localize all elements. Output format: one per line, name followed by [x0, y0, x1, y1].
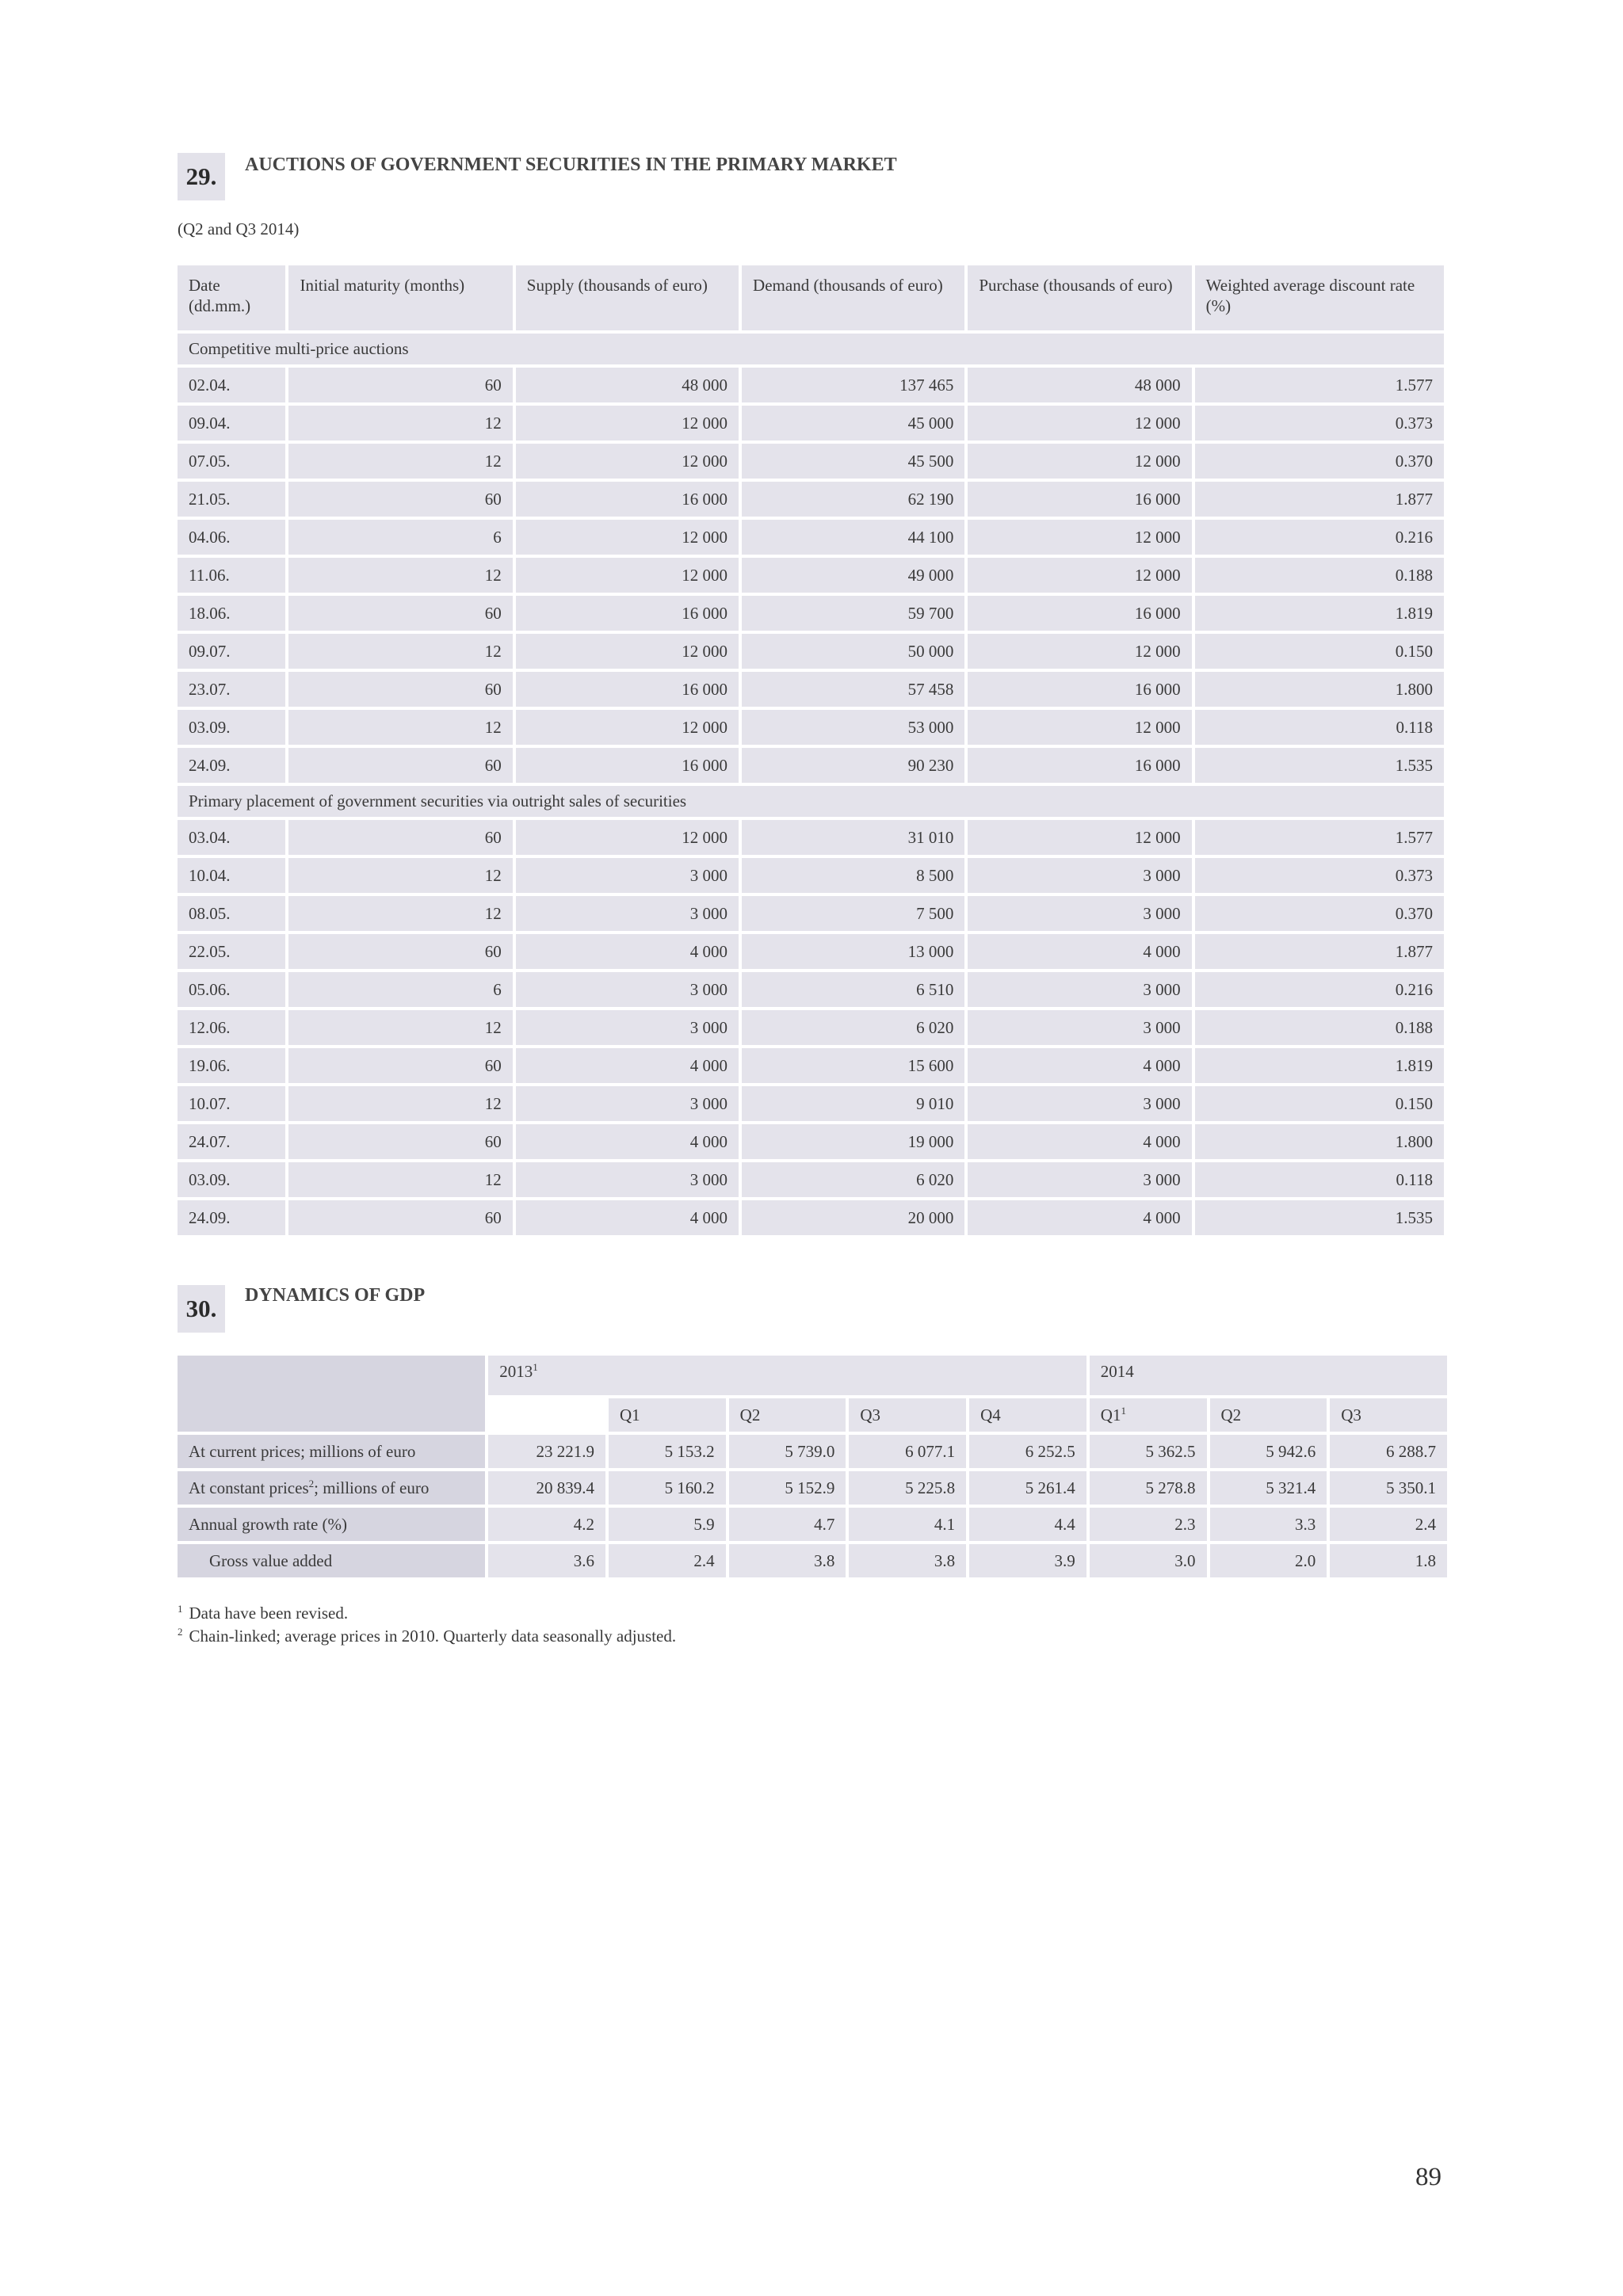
table-row — [178, 596, 1444, 631]
year-label: 2014 — [1100, 1362, 1134, 1381]
table-cell: 4.7 — [729, 1508, 846, 1541]
table-cell: 4.1 — [849, 1508, 966, 1541]
table-cell: 60 — [288, 368, 512, 402]
year-label: 2013 — [499, 1362, 533, 1381]
table-cell: 3 000 — [516, 1162, 739, 1197]
column-header: Demand (thousands of euro) — [742, 265, 964, 330]
footnotes — [178, 1602, 676, 1648]
footnote-mark: 2 — [178, 1626, 183, 1638]
row-label-text: Gross value added — [209, 1550, 333, 1570]
table-cell: 1.819 — [1195, 1048, 1444, 1083]
table-cell: 02.04. — [178, 368, 285, 402]
table-cell: 03.04. — [178, 820, 285, 855]
table-cell: 12 — [288, 896, 512, 931]
table-cell: 0.370 — [1195, 444, 1444, 479]
table-cell: 12 000 — [516, 558, 739, 593]
table-cell: 16 000 — [968, 596, 1191, 631]
table-cell: 24.09. — [178, 1200, 285, 1235]
table-cell: 3 000 — [968, 858, 1191, 893]
table-cell: 5 278.8 — [1090, 1471, 1207, 1505]
table-cell: 5 152.9 — [729, 1471, 846, 1505]
table-row — [178, 368, 1444, 402]
section-number: 29. — [178, 153, 225, 200]
table-cell: 04.06. — [178, 520, 285, 555]
section-title: DYNAMICS OF GDP — [245, 1285, 426, 1306]
row-label-suffix: ; millions of euro — [314, 1478, 430, 1497]
footnote — [178, 1625, 676, 1648]
table-cell: 07.05. — [178, 444, 285, 479]
group-label: Competitive multi-price auctions — [178, 334, 1444, 364]
table-cell: 6 020 — [742, 1010, 964, 1045]
table-cell: 24.09. — [178, 748, 285, 783]
quarter-label: Q1 — [1100, 1405, 1121, 1425]
stub-header — [178, 1356, 485, 1432]
table-row — [178, 1471, 1447, 1505]
header-row — [178, 265, 1444, 330]
table-row — [178, 972, 1444, 1007]
table-cell: 62 190 — [742, 482, 964, 517]
table-subtitle: (Q2 and Q3 2014) — [178, 219, 300, 238]
table-cell: 12 000 — [968, 520, 1191, 555]
table-cell: 4 000 — [516, 934, 739, 969]
table-cell: 0.370 — [1195, 896, 1444, 931]
quarter-header — [729, 1398, 846, 1432]
table-cell: 15 600 — [742, 1048, 964, 1083]
table-cell: 16 000 — [968, 482, 1191, 517]
quarter-header — [1090, 1398, 1207, 1432]
table-cell: 12 000 — [968, 444, 1191, 479]
quarter-label: Q2 — [1220, 1405, 1242, 1425]
table-cell: 45 000 — [742, 406, 964, 441]
table-cell: 10.07. — [178, 1086, 285, 1121]
table-cell: 6 252.5 — [969, 1435, 1086, 1468]
quarter-label: Q2 — [739, 1405, 761, 1425]
table-cell: 5.9 — [609, 1508, 726, 1541]
table-cell: 23 221.9 — [488, 1435, 605, 1468]
table-cell: 4 000 — [516, 1200, 739, 1235]
table-row — [178, 934, 1444, 969]
row-label — [178, 1435, 485, 1468]
group-row — [178, 786, 1444, 817]
table-cell: 48 000 — [516, 368, 739, 402]
quarter-header — [1210, 1398, 1327, 1432]
table-row — [178, 1508, 1447, 1541]
table-cell: 12 000 — [516, 444, 739, 479]
table-row — [178, 672, 1444, 707]
table-cell: 5 942.6 — [1210, 1435, 1327, 1468]
table-row — [178, 482, 1444, 517]
table-row — [178, 896, 1444, 931]
table-cell: 12 — [288, 1162, 512, 1197]
table-cell: 5 362.5 — [1090, 1435, 1207, 1468]
table-cell: 60 — [288, 1200, 512, 1235]
table-cell: 12 — [288, 710, 512, 745]
table-cell: 19 000 — [742, 1124, 964, 1159]
table-cell: 1.535 — [1195, 1200, 1444, 1235]
table-cell: 9 010 — [742, 1086, 964, 1121]
table-cell: 3.8 — [849, 1544, 966, 1577]
table-cell: 45 500 — [742, 444, 964, 479]
table-row — [178, 444, 1444, 479]
table-cell: 3 000 — [516, 972, 739, 1007]
footnote — [178, 1602, 676, 1625]
section-title: AUCTIONS OF GOVERNMENT SECURITIES IN THE PRIMARY MARKET — [245, 154, 897, 175]
table-cell: 0.373 — [1195, 858, 1444, 893]
table-cell: 6 020 — [742, 1162, 964, 1197]
table-cell: 12 — [288, 1010, 512, 1045]
table-cell: 3 000 — [968, 896, 1191, 931]
auctions-table — [174, 262, 1447, 1238]
table-cell: 19.06. — [178, 1048, 285, 1083]
table-cell: 3 000 — [968, 1010, 1191, 1045]
table-cell: 6 — [288, 972, 512, 1007]
table-cell: 57 458 — [742, 672, 964, 707]
table-cell: 6 — [288, 520, 512, 555]
table-cell: 12 — [288, 634, 512, 669]
table-cell: 0.150 — [1195, 634, 1444, 669]
table-cell: 12 000 — [968, 406, 1191, 441]
table-row — [178, 520, 1444, 555]
table-row — [178, 710, 1444, 745]
table-row — [178, 558, 1444, 593]
table-cell: 1.800 — [1195, 672, 1444, 707]
table-cell: 3.9 — [969, 1544, 1086, 1577]
table-cell: 3 000 — [516, 858, 739, 893]
row-label-text: At constant prices — [189, 1478, 309, 1497]
table-cell: 6 288.7 — [1330, 1435, 1447, 1468]
table-cell: 12 000 — [968, 558, 1191, 593]
row-label-text: At current prices; millions of euro — [189, 1441, 416, 1461]
table-row — [178, 1162, 1444, 1197]
table-cell: 09.04. — [178, 406, 285, 441]
table-cell: 12 000 — [516, 634, 739, 669]
column-header: Weighted average discount rate (%) — [1195, 265, 1444, 330]
table-cell: 60 — [288, 482, 512, 517]
table-cell: 60 — [288, 596, 512, 631]
year-header-row — [178, 1356, 1447, 1395]
table-cell: 60 — [288, 934, 512, 969]
group-row — [178, 334, 1444, 364]
table-cell: 3 000 — [516, 1010, 739, 1045]
table-row — [178, 1086, 1444, 1121]
table-cell: 60 — [288, 672, 512, 707]
table-cell: 5 739.0 — [729, 1435, 846, 1468]
table-cell: 4 000 — [968, 934, 1191, 969]
table-cell: 12 — [288, 444, 512, 479]
table-row — [178, 1010, 1444, 1045]
group-label: Primary placement of government securities via outright sales of securities — [178, 786, 1444, 817]
table-cell: 13 000 — [742, 934, 964, 969]
table-cell: 1.877 — [1195, 934, 1444, 969]
table-cell: 5 261.4 — [969, 1471, 1086, 1505]
table-row — [178, 1048, 1444, 1083]
year-header — [1090, 1356, 1447, 1395]
table-cell: 0.373 — [1195, 406, 1444, 441]
table-cell: 2.3 — [1090, 1508, 1207, 1541]
table-cell: 1.877 — [1195, 482, 1444, 517]
table-cell: 16 000 — [516, 748, 739, 783]
table-cell: 3.8 — [729, 1544, 846, 1577]
table-cell: 7 500 — [742, 896, 964, 931]
quarter-label: Q3 — [860, 1405, 881, 1425]
table-cell: 8 500 — [742, 858, 964, 893]
table-row — [178, 748, 1444, 783]
table-cell: 03.09. — [178, 710, 285, 745]
table-cell: 12 — [288, 558, 512, 593]
column-header: Initial maturity (months) — [288, 265, 512, 330]
table-row — [178, 1435, 1447, 1468]
year-header — [488, 1356, 1086, 1395]
row-label — [178, 1508, 485, 1541]
table-cell: 50 000 — [742, 634, 964, 669]
table-cell: 60 — [288, 820, 512, 855]
gdp-table — [174, 1352, 1450, 1581]
footnote-mark: 1 — [533, 1361, 538, 1373]
table-cell: 11.06. — [178, 558, 285, 593]
table-row — [178, 634, 1444, 669]
table-cell: 1.819 — [1195, 596, 1444, 631]
table-cell: 1.535 — [1195, 748, 1444, 783]
table-cell: 3 000 — [516, 896, 739, 931]
table-cell: 12 000 — [968, 634, 1191, 669]
table-cell: 20 839.4 — [488, 1471, 605, 1505]
table-cell: 5 225.8 — [849, 1471, 966, 1505]
table-cell: 2.0 — [1210, 1544, 1327, 1577]
footnote-mark: 1 — [178, 1603, 183, 1615]
table-cell: 18.06. — [178, 596, 285, 631]
table-cell: 60 — [288, 1048, 512, 1083]
table-cell: 0.188 — [1195, 1010, 1444, 1045]
table-cell: 4 000 — [968, 1048, 1191, 1083]
table-cell: 12 000 — [516, 406, 739, 441]
table-cell: 5 160.2 — [609, 1471, 726, 1505]
table-cell: 16 000 — [516, 672, 739, 707]
footnote-mark: 2 — [308, 1477, 315, 1489]
table-cell: 12 000 — [968, 820, 1191, 855]
table-cell: 60 — [288, 1124, 512, 1159]
table-cell: 6 510 — [742, 972, 964, 1007]
table-cell: 20 000 — [742, 1200, 964, 1235]
table-cell: 60 — [288, 748, 512, 783]
table-cell: 09.07. — [178, 634, 285, 669]
table-row — [178, 820, 1444, 855]
table-cell: 4 000 — [968, 1200, 1191, 1235]
quarter-header — [1330, 1398, 1447, 1432]
table-cell: 05.06. — [178, 972, 285, 1007]
table-cell: 24.07. — [178, 1124, 285, 1159]
table-cell: 0.216 — [1195, 520, 1444, 555]
table-cell: 3.0 — [1090, 1544, 1207, 1577]
table-cell: 53 000 — [742, 710, 964, 745]
footnote-text: Data have been revised. — [189, 1604, 349, 1623]
table-cell: 12 000 — [516, 710, 739, 745]
table-cell: 4.4 — [969, 1508, 1086, 1541]
table-cell: 4.2 — [488, 1508, 605, 1541]
quarter-header — [969, 1398, 1086, 1432]
table-cell: 21.05. — [178, 482, 285, 517]
column-header: Date (dd.mm.) — [178, 265, 285, 330]
table-row — [178, 1124, 1444, 1159]
quarter-header — [849, 1398, 966, 1432]
table-cell: 16 000 — [516, 596, 739, 631]
row-label — [178, 1471, 485, 1505]
table-cell: 16 000 — [968, 672, 1191, 707]
table-cell: 08.05. — [178, 896, 285, 931]
table-cell: 12 — [288, 858, 512, 893]
table-cell: 48 000 — [968, 368, 1191, 402]
column-header: Purchase (thousands of euro) — [968, 265, 1191, 330]
table-cell: 49 000 — [742, 558, 964, 593]
table-cell: 0.150 — [1195, 1086, 1444, 1121]
blank-cell — [488, 1398, 605, 1432]
quarter-header — [609, 1398, 726, 1432]
table-row — [178, 858, 1444, 893]
table-cell: 12 000 — [516, 820, 739, 855]
table-cell: 5 321.4 — [1210, 1471, 1327, 1505]
table-cell: 3.6 — [488, 1544, 605, 1577]
table-cell: 12 000 — [968, 710, 1191, 745]
table-cell: 0.118 — [1195, 1162, 1444, 1197]
table-cell: 1.8 — [1330, 1544, 1447, 1577]
quarter-label: Q1 — [619, 1405, 640, 1425]
table-cell: 16 000 — [516, 482, 739, 517]
row-label-text: Annual growth rate (%) — [189, 1514, 348, 1534]
table-cell: 23.07. — [178, 672, 285, 707]
table-row — [178, 406, 1444, 441]
table-cell: 0.118 — [1195, 710, 1444, 745]
table-row — [178, 1200, 1444, 1235]
table-cell: 12.06. — [178, 1010, 285, 1045]
table-cell: 0.216 — [1195, 972, 1444, 1007]
page-number: 89 — [1415, 2163, 1442, 2191]
table-cell: 2.4 — [609, 1544, 726, 1577]
table-cell: 4 000 — [968, 1124, 1191, 1159]
table-cell: 1.577 — [1195, 368, 1444, 402]
table-cell: 1.577 — [1195, 820, 1444, 855]
table-cell: 59 700 — [742, 596, 964, 631]
table-cell: 22.05. — [178, 934, 285, 969]
quarter-label: Q4 — [980, 1405, 1001, 1425]
table-cell: 03.09. — [178, 1162, 285, 1197]
table-cell: 5 350.1 — [1330, 1471, 1447, 1505]
table-cell: 0.188 — [1195, 558, 1444, 593]
footnote-mark: 1 — [1121, 1404, 1126, 1417]
table-row — [178, 1544, 1447, 1577]
table-cell: 3 000 — [968, 1086, 1191, 1121]
table-cell: 3 000 — [968, 972, 1191, 1007]
footnote-text: Chain-linked; average prices in 2010. Quarterly data seasonally adjusted. — [189, 1627, 677, 1646]
table-cell: 12 000 — [516, 520, 739, 555]
quarter-label: Q3 — [1341, 1405, 1361, 1425]
row-label — [178, 1544, 485, 1577]
section-number: 30. — [178, 1285, 225, 1333]
table-cell: 4 000 — [516, 1048, 739, 1083]
table-cell: 137 465 — [742, 368, 964, 402]
table-cell: 3.3 — [1210, 1508, 1327, 1541]
table-cell: 6 077.1 — [849, 1435, 966, 1468]
table-cell: 4 000 — [516, 1124, 739, 1159]
table-cell: 12 — [288, 1086, 512, 1121]
table-cell: 3 000 — [968, 1162, 1191, 1197]
table-cell: 12 — [288, 406, 512, 441]
column-header: Supply (thousands of euro) — [516, 265, 739, 330]
table-cell: 44 100 — [742, 520, 964, 555]
table-cell: 1.800 — [1195, 1124, 1444, 1159]
table-cell: 31 010 — [742, 820, 964, 855]
table-cell: 10.04. — [178, 858, 285, 893]
table-cell: 2.4 — [1330, 1508, 1447, 1541]
table-cell: 16 000 — [968, 748, 1191, 783]
table-cell: 5 153.2 — [609, 1435, 726, 1468]
table-cell: 90 230 — [742, 748, 964, 783]
table-cell: 3 000 — [516, 1086, 739, 1121]
